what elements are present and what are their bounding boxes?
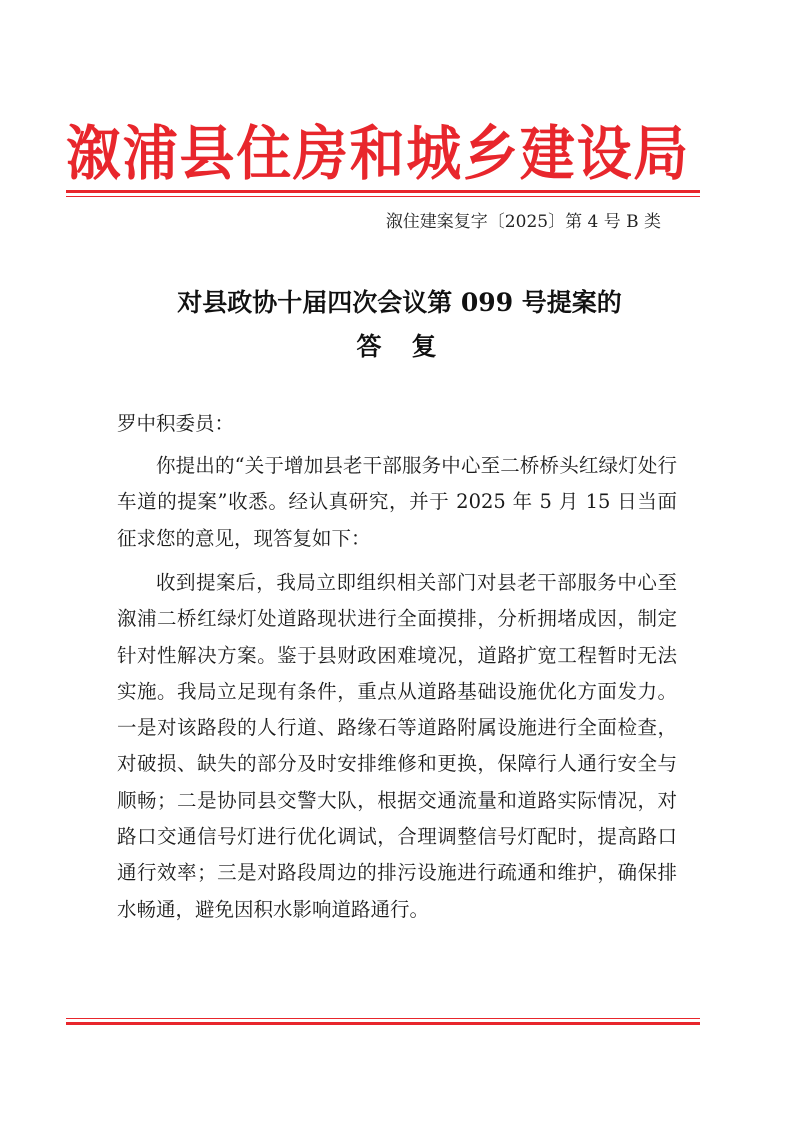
document-number: 溆住建案复字〔2025〕第 4 号 B 类	[385, 212, 661, 232]
body-paragraph-1: 你提出的“关于增加县老干部服务中心至二桥桥头红绿灯处行车道的提案”收悉。经认真研究，并于 2025 年 5 月 15 日当面征求您的意见，现答复如下：	[117, 454, 677, 550]
body-paragraph-2: 收到提案后，我局立即组织相关部门对县老干部服务中心至溆浦二桥红绿灯处道路现状进行全面摸排，分析拥堵成因，制定针对性解决方案。鉴于县财政困难境况，道路扩宽工程暂时无法实施。我局立足现有条件，重点从道路基础设施优化方面发力。一是对该路段的人行道、路缘石等道路附属设施进行全面检查，对破损、缺失的部分及时安排维修和更换，保障行人通行安全与顺畅；二是协同县交警大队，根据交通流量和道路实际情况，对路口交通信号灯进行优化调试，合理调整信号灯配时，提高路口通行效率；三是对路段周边的排污设施进行疏通和维护，确保排水畅通，避免因积水影响道路通行。	[117, 571, 677, 921]
document-title-line1: 对县政协十届四次会议第 099 号提案的	[177, 288, 622, 317]
document-title-line2: 答复	[356, 332, 467, 361]
salutation: 罗中积委员：	[117, 412, 235, 435]
letterhead-agency-name: 溆浦县住房和城乡建设局	[66, 119, 691, 188]
letterhead-rule-thick	[66, 190, 700, 193]
footer-rule-thick	[66, 1022, 700, 1025]
letterhead-rule-thin	[66, 196, 700, 197]
footer-rule-thin	[66, 1018, 700, 1019]
